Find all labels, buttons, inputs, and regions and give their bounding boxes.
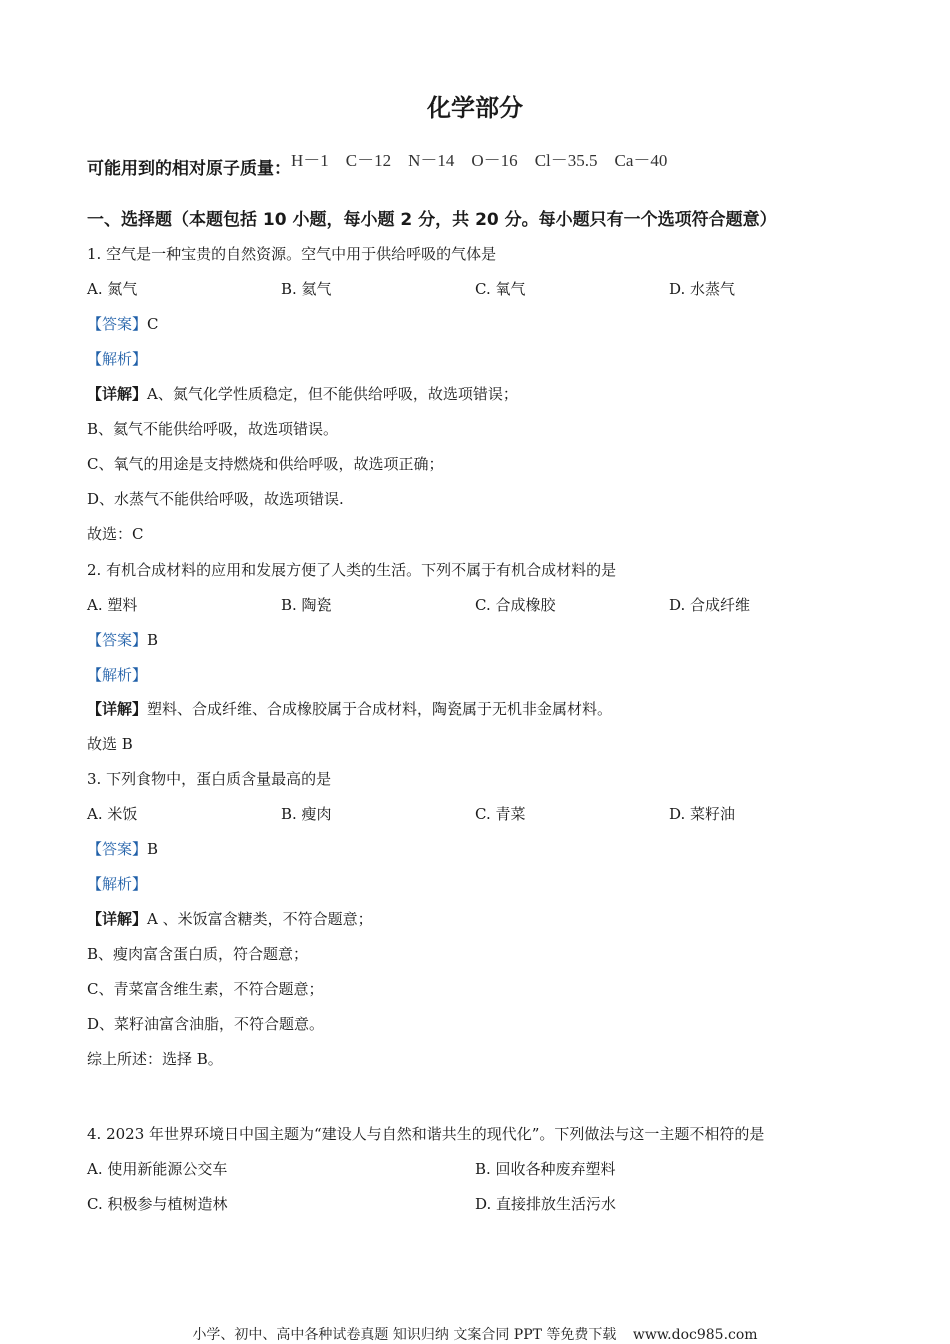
- q4-option-d: D. 直接排放生活污水: [475, 1195, 617, 1213]
- q1-stem: 1. 空气是一种宝贵的自然资源。空气中用于供给呼吸的气体是: [87, 245, 497, 263]
- q2-conclusion: 故选 B: [87, 735, 133, 753]
- q2-option-c: C. 合成橡胶: [475, 596, 556, 614]
- q3-detail-1: B、瘦肉富含蛋白质，符合题意；: [87, 945, 309, 963]
- q3-detail-2: C、青菜富含维生素，不符合题意；: [87, 980, 324, 998]
- q1-detail-2: C、氧气的用途是支持燃烧和供给呼吸，故选项正确；: [87, 455, 444, 473]
- q1-option-a: A. 氮气: [87, 280, 138, 298]
- detail-text: A 、米饭富含糖类，不符合题意；: [147, 910, 373, 928]
- q2-option-d: D. 合成纤维: [669, 596, 751, 614]
- answer-tag: 【答案】: [87, 631, 148, 649]
- page-title: 化学部分: [427, 94, 523, 122]
- atomic-mass-c: C－12: [345, 151, 392, 170]
- detail-tag: 【详解】: [87, 385, 148, 403]
- footer-url[interactable]: www.doc985.com: [632, 1327, 758, 1343]
- section-heading: 一、选择题（本题包括 10 小题，每小题 2 分，共 20 分。每小题只有一个选项符合题意）: [87, 210, 777, 230]
- q2-detail-0: [87, 698, 612, 719]
- answer-value: C: [147, 315, 159, 333]
- q1-detail-1: B、氦气不能供给呼吸，故选项错误。: [87, 420, 339, 438]
- q2-stem: 2. 有机合成材料的应用和发展方便了人类的生活。下列不属于有机合成材料的是: [87, 561, 617, 579]
- q4-option-c: C. 积极参与植树造林: [87, 1195, 228, 1213]
- q3-option-a: A. 米饭: [87, 805, 138, 823]
- q1-conclusion: 故选：C: [87, 525, 144, 543]
- q3-detail-0: [87, 908, 373, 929]
- q1-detail-3: D、水蒸气不能供给呼吸，故选项错误.: [87, 490, 344, 508]
- page-footer: [0, 1324, 950, 1344]
- q3-option-d: D. 菜籽油: [669, 805, 736, 823]
- q1-option-b: B. 氦气: [281, 280, 332, 298]
- q1-detail-0: [87, 383, 518, 404]
- detail-tag: 【详解】: [87, 910, 148, 928]
- q3-option-c: C. 青菜: [475, 805, 526, 823]
- answer-tag: 【答案】: [87, 315, 148, 333]
- q2-option-b: B. 陶瓷: [281, 596, 332, 614]
- detail-text: A、氮气化学性质稳定，但不能供给呼吸，故选项错误；: [147, 385, 518, 403]
- q3-detail-3: D、菜籽油富含油脂，不符合题意。: [87, 1015, 325, 1033]
- q2-answer: [87, 629, 158, 650]
- q3-answer: [87, 838, 158, 859]
- atomic-mass-h: H－1: [291, 151, 329, 170]
- atomic-mass-n: N－14: [408, 151, 455, 170]
- q2-option-a: A. 塑料: [87, 596, 138, 614]
- q1-analysis-tag: 【解析】: [87, 350, 148, 368]
- answer-value: B: [147, 840, 159, 858]
- q1-answer: [87, 313, 159, 334]
- answer-value: B: [147, 631, 159, 649]
- atomic-mass-label: 可能用到的相对原子质量：: [87, 159, 291, 179]
- footer-text: 小学、初中、高中各种试卷真题 知识归纳 文案合同 PPT 等免费下载: [192, 1327, 617, 1343]
- q4-option-b: B. 回收各种废弃塑料: [475, 1160, 616, 1178]
- atomic-mass-ca: Ca－40: [614, 151, 668, 170]
- detail-tag: 【详解】: [87, 700, 148, 718]
- q1-option-d: D. 水蒸气: [669, 280, 736, 298]
- q3-analysis-tag: 【解析】: [87, 875, 148, 893]
- atomic-mass-line: [87, 146, 684, 179]
- q2-analysis-tag: 【解析】: [87, 666, 148, 684]
- q4-stem: 4. 2023 年世界环境日中国主题为“建设人与自然和谐共生的现代化”。下列做法与这一主题不相符的是: [87, 1125, 765, 1143]
- q1-option-c: C. 氧气: [475, 280, 526, 298]
- atomic-mass-o: O－16: [471, 151, 518, 170]
- atomic-mass-cl: Cl－35.5: [534, 151, 598, 170]
- q4-option-a: A. 使用新能源公交车: [87, 1160, 228, 1178]
- q3-stem: 3. 下列食物中，蛋白质含量最高的是: [87, 770, 332, 788]
- answer-tag: 【答案】: [87, 840, 148, 858]
- q3-conclusion: 综上所述：选择 B。: [87, 1050, 223, 1068]
- q3-option-b: B. 瘦肉: [281, 805, 332, 823]
- detail-text: 塑料、合成纤维、合成橡胶属于合成材料，陶瓷属于无机非金属材料。: [147, 700, 613, 718]
